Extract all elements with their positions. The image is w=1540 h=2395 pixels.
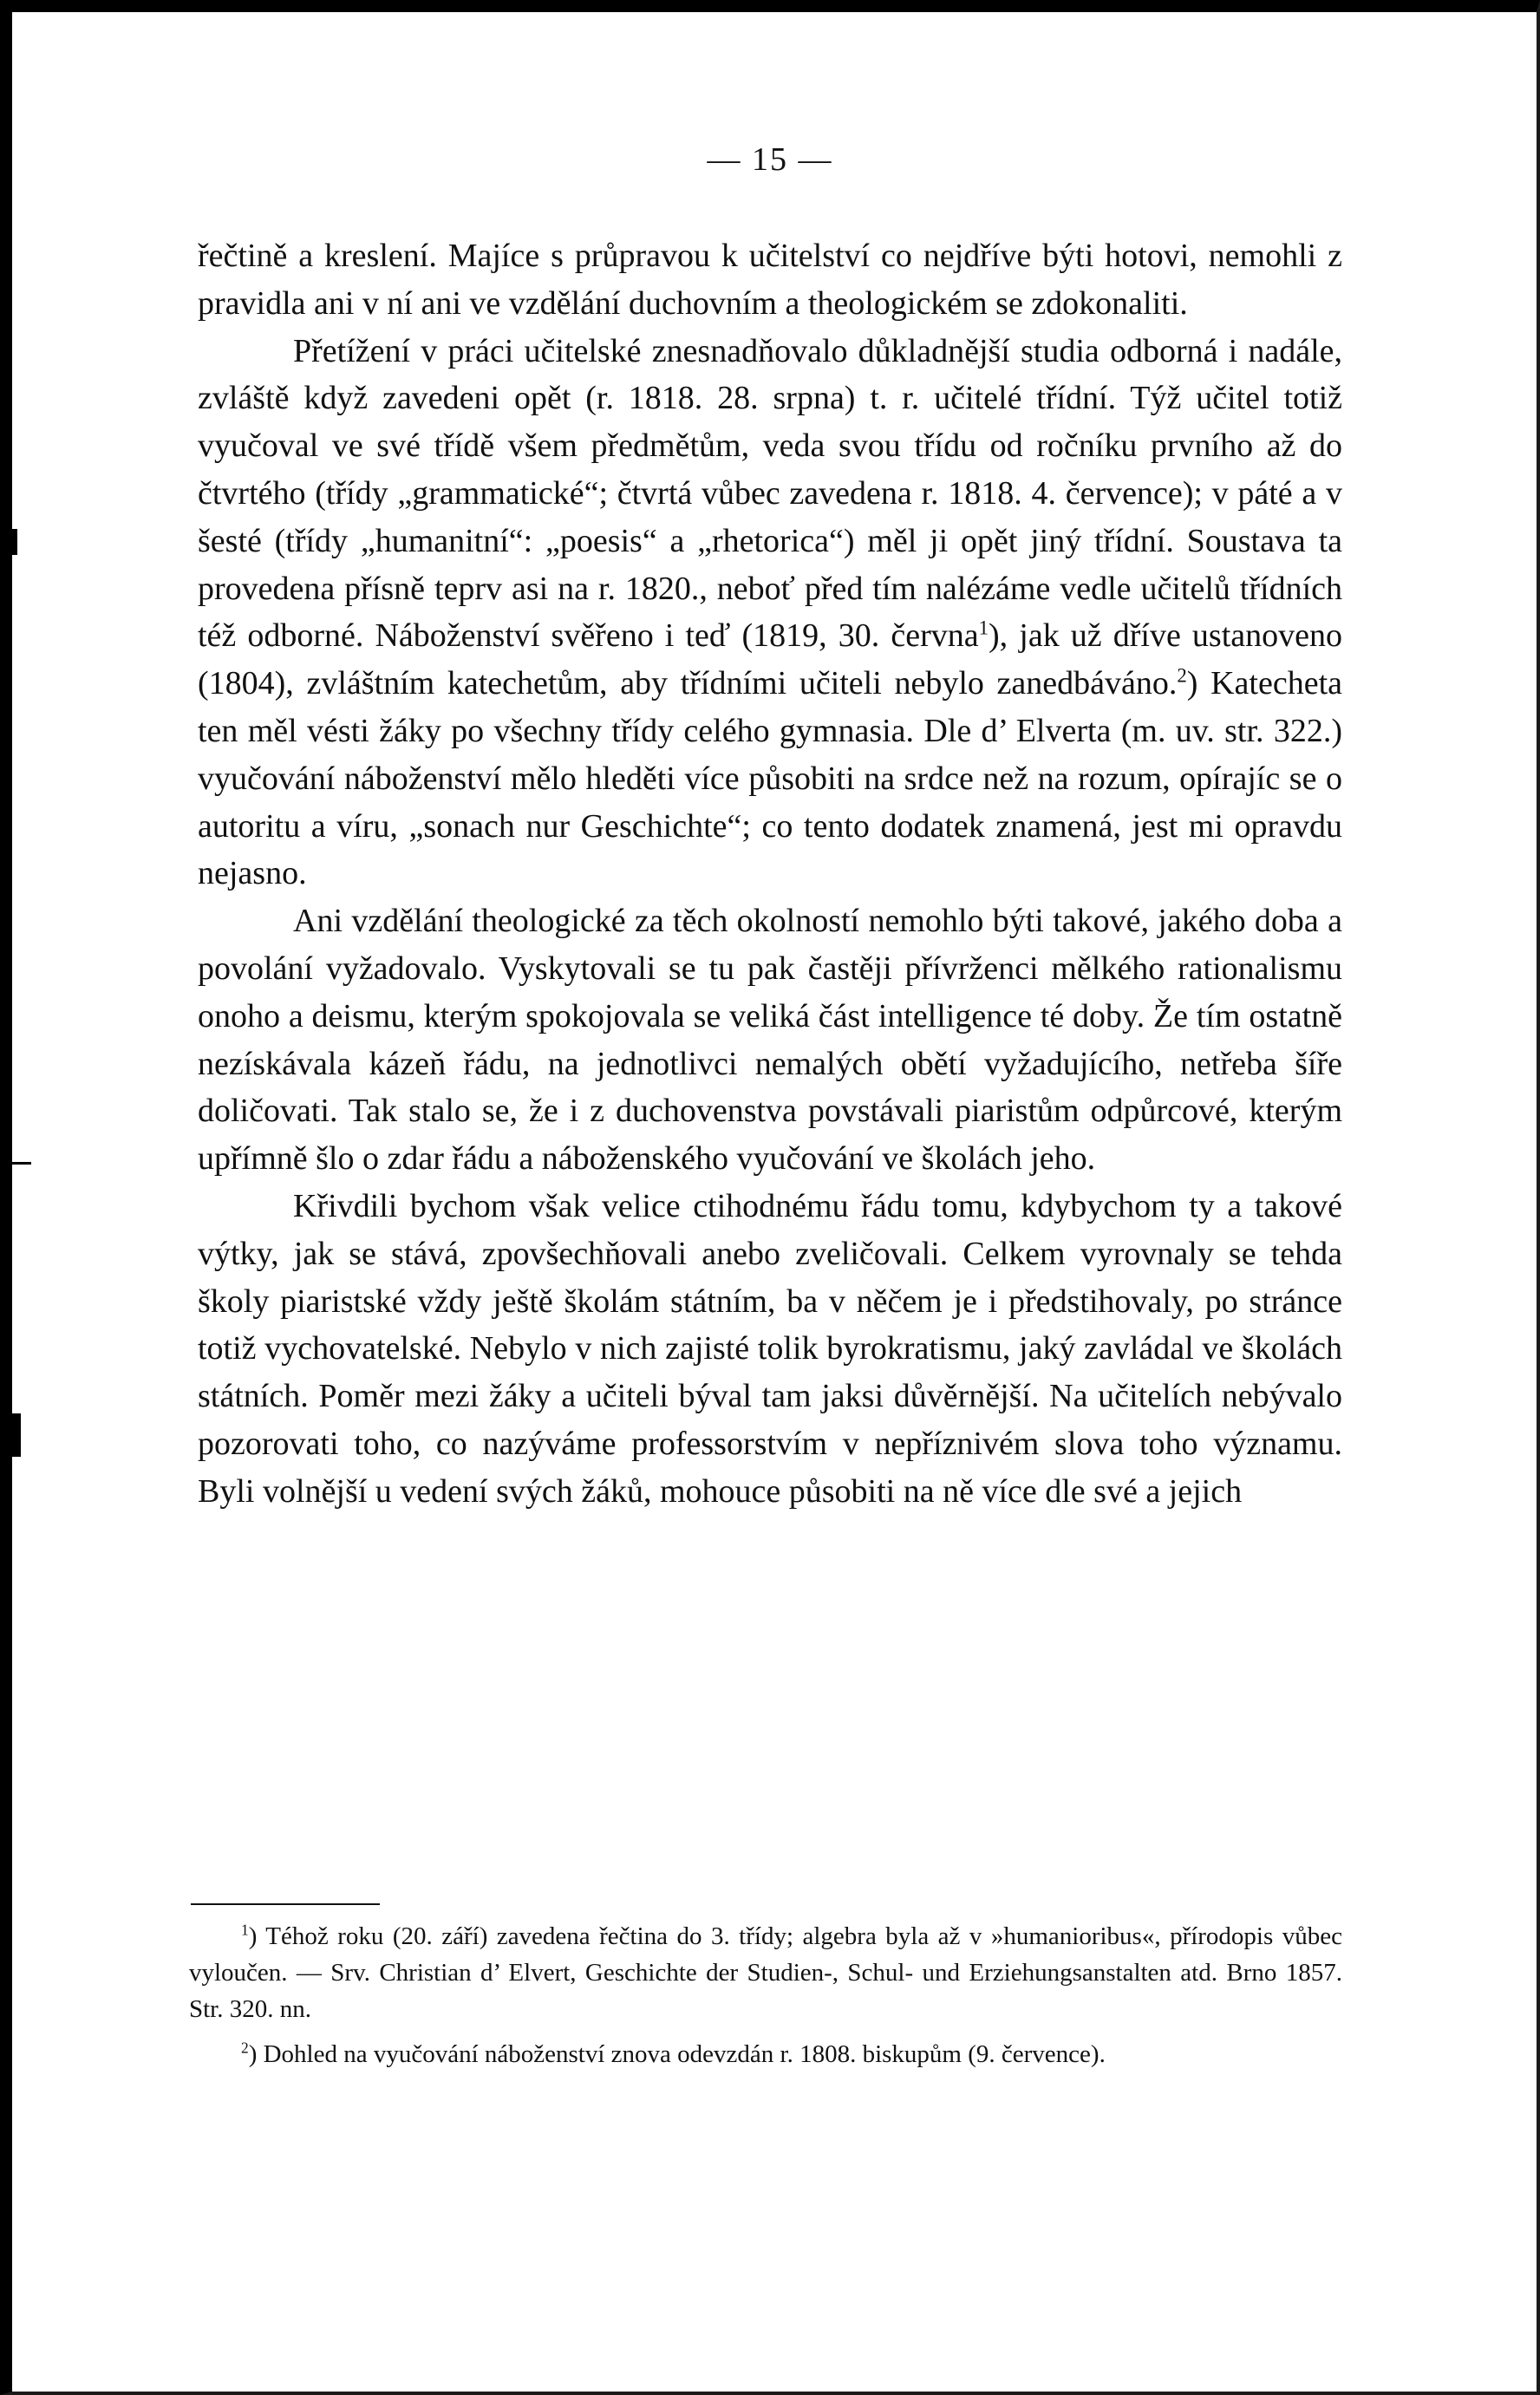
margin-mark <box>12 1162 31 1165</box>
footnotes <box>189 1918 1342 2081</box>
footnote-2 <box>189 2036 1342 2072</box>
margin-mark <box>12 1413 21 1457</box>
paragraph-4: Křivdili bychom však velice ctihodnému řádu tomu, kdybychom ty a takové výtky, jak se stává, zpovšechňovali anebo zveličovali. Celkem vyrovnaly se tehda školy piaristské vždy ještě školám státním, ba v něčem je i předstihovaly, po stránce totiž vychovatelské. Nebylo v nich zajisté tolik byrokratismu, jaký zavládal ve školách státních. Poměr mezi žáky a učiteli býval tam jaksi důvěrnější. Na učitelích nebývalo pozorovati toho, co nazýváme professorstvím v nepříznivém slova toho významu. Byli volnější u vedení svých žáků, mohouce působiti na ně více dle své a jejich <box>198 1187 1342 1510</box>
footnote-rule <box>191 1903 380 1905</box>
footnote-2-text: ) Dohled na vyučování náboženství znova odevzdán r. 1808. biskupům (9. července). <box>248 2040 1106 2068</box>
paragraph-2-part-1: Přetížení v práci učitelské znesnadňovalo důkladnější studia odborná i nadále, zvláště když zavedeni opět (r. 1818. 28. srpna) t. r. učitelé třídní. Týž učitel totiž vyučoval ve své třídě všem předmětům, veda svou třídu od ročníku prvního až do čtvrtého (třídy „grammatické“; čtvrtá vůbec zavedena r. 1818. 4. července); v páté a v šesté (třídy „humanitní“: „poesis“ a „rhetorica“) měl ji opět jiný třídní. Soustava ta provedena přísně teprv asi na r. 1820., neboť před tím nalézáme vedle učitelů třídních též odborné. Náboženství svěřeno i teď (1819, 30. června <box>198 332 1342 655</box>
page-number: — 15 — <box>707 141 833 178</box>
margin-mark <box>12 529 17 555</box>
footnote-1-mark: 1 <box>241 1921 249 1939</box>
paragraph-2 <box>198 328 1342 898</box>
paragraph-2-part-2: ), jak už dříve ustanoveno (1804), zvláštním katechetům, aby třídními učiteli nebylo zanedbáváno. <box>198 617 1342 702</box>
main-text <box>198 232 1342 1516</box>
footnote-2-mark: 2 <box>241 2039 249 2057</box>
footnote-1 <box>189 1918 1342 2027</box>
footnote-1-text: ) Téhož roku (20. září) zavedena řečtina do 3. třídy; algebra byla až v »humanioribus«, přírodopis vůbec vyloučen. — Srv. Christian d’ Elvert, Geschichte der Studien-, Schul- und Erziehungsanstalten atd. Brno 1857. Str. 320. nn. <box>189 1922 1342 2023</box>
footnote-ref-1: 1 <box>978 617 989 639</box>
paragraph-1: řečtině a kreslení. Majíce s průpravou k učitelství co nejdříve býti hotovi, nemohli z pravidla ani v ní ani ve vzdělání duchovním a theologickém se zdokonaliti. <box>198 238 1342 322</box>
footnote-ref-2: 2 <box>1177 664 1187 687</box>
paragraph-2-part-3: ) Katecheta ten měl vésti žáky po všechny třídy celého gymnasia. Dle d’ Elverta (m. uv. str. 322.) vyučování náboženství mělo hleděti více působiti na srdce než na rozum, opírajíc se o autoritu a víru, „sonach nur Geschichte“; co tento dodatek znamená, jest mi opravdu nejasno. <box>198 665 1342 892</box>
paragraph-3: Ani vzdělání theologické za těch okolností nemohlo býti takové, jakého doba a povolání vyžadovalo. Vyskytovali se tu pak častěji přívrženci mělkého rationalismu onoho a deismu, kterým spokojovala se veliká část intelligence té doby. Že tím ostatně nezískávala kázeň řádu, na jednotlivci nemalých obětí vyžadujícího, netřeba šíře doličovati. Tak stalo se, že i z duchovenstva povstávali piaristům odpůrcové, kterým upřímně šlo o zdar řádu a náboženského vyučování ve školách jeho. <box>198 903 1342 1178</box>
